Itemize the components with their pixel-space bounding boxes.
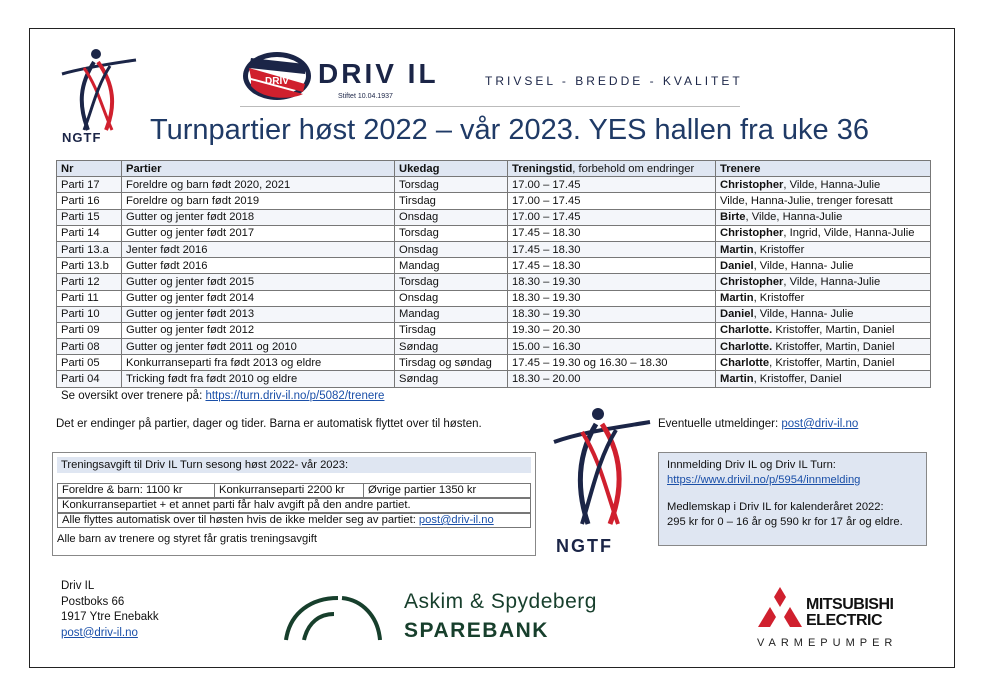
registration-box (658, 452, 927, 546)
address-email-link[interactable]: post@driv-il.no (61, 626, 138, 639)
cell-trenere (716, 209, 931, 225)
ngtf-label-center: NGTF (556, 536, 613, 556)
lead-coach: Martin (720, 292, 754, 305)
ngtf-logo-top (58, 44, 140, 148)
utmeldinger-email-link[interactable]: post@driv-il.no (781, 418, 859, 430)
other-coaches: , Ingrid, Vilde, Hanna-Julie (783, 227, 915, 240)
cell-nr: Parti 17 (57, 177, 122, 193)
ngtf-logo-center (552, 402, 652, 558)
utmeldinger-text: Eventuelle utmeldinger: (658, 418, 782, 430)
innmelding-link[interactable]: https://www.drivil.no/p/5954/innmelding (667, 474, 861, 486)
table-row (57, 241, 931, 257)
tagline: TRIVSEL - BREDDE - KVALITET (485, 74, 743, 88)
cell-ukedag: Mandag (395, 258, 508, 274)
schedule-table (56, 160, 931, 388)
cell-tid: 19.30 – 20.30 (508, 322, 716, 338)
cell-nr: Parti 11 (57, 290, 122, 306)
table-row (57, 209, 931, 225)
driv-badge-icon (241, 50, 313, 102)
cell-partier: Konkurranseparti fra født 2013 og eldre (122, 355, 395, 371)
address-block (61, 579, 159, 641)
lead-coach: Birte (720, 211, 746, 224)
fee-box (52, 452, 536, 556)
cell-nr: Parti 13.b (57, 258, 122, 274)
page-title: Turnpartier høst 2022 – vår 2023. YES hallen fra uke 36 (150, 114, 869, 146)
cell-trenere (716, 241, 931, 257)
lead-coach: Christopher (720, 178, 784, 191)
cell-tid: 18.30 – 19.30 (508, 274, 716, 290)
mitsubishi-diamonds-icon (757, 586, 803, 628)
mitsubishi-line-1: MITSUBISHI (806, 596, 894, 613)
gymnast-figure-icon (552, 402, 652, 528)
cell-trenere (716, 274, 931, 290)
cell-ukedag: Tirsdag og søndag (395, 355, 508, 371)
sparebank-arc-icon (282, 592, 386, 644)
lead-coach: Martin (720, 373, 754, 386)
lead-coach: Charlotte. (720, 340, 773, 353)
cell-nr: Parti 16 (57, 193, 122, 209)
cell-ukedag: Mandag (395, 306, 508, 322)
cell-partier: Foreldre og barn født 2020, 2021 (122, 177, 395, 193)
cell-tid: 18.30 – 20.00 (508, 371, 716, 387)
cell-tid: 17.45 – 18.30 (508, 241, 716, 257)
cell-nr: Parti 10 (57, 306, 122, 322)
other-coaches: , Vilde, Hanna- Julie (753, 259, 854, 272)
cell-tid: 17.00 – 17.45 (508, 209, 716, 225)
address-name: Driv IL (61, 580, 95, 592)
cell-partier: Gutter og jenter født 2017 (122, 225, 395, 241)
cell-nr: Parti 12 (57, 274, 122, 290)
cell-ukedag: Torsdag (395, 274, 508, 290)
cell-ukedag: Tirsdag (395, 193, 508, 209)
header-treningstid (508, 161, 716, 177)
table-row (57, 355, 931, 371)
cell-partier: Jenter født 2016 (122, 241, 395, 257)
cell-nr: Parti 13.a (57, 241, 122, 257)
table-row (57, 339, 931, 355)
cell-tid: 17.45 – 18.30 (508, 258, 716, 274)
table-row (57, 274, 931, 290)
header-tid-label: Treningstid (512, 162, 573, 175)
table-row (57, 306, 931, 322)
address-city: 1917 Ytre Enebakk (61, 611, 159, 623)
cell-ukedag: Søndag (395, 371, 508, 387)
address-box: Postboks 66 (61, 595, 125, 608)
other-coaches: , Kristoffer, Martin, Daniel (769, 356, 895, 369)
mitsubishi-line-2: ELECTRIC (806, 612, 882, 629)
cell-nr: Parti 15 (57, 209, 122, 225)
other-coaches: Vilde, Hanna-Julie, trenger foresatt (720, 194, 893, 207)
cell-tid: 18.30 – 19.30 (508, 306, 716, 322)
cell-ukedag: Onsdag (395, 209, 508, 225)
lead-coach: Christopher (720, 227, 784, 240)
fee-line-3 (57, 513, 531, 528)
cell-nr: Parti 04 (57, 371, 122, 387)
cell-trenere (716, 225, 931, 241)
table-row (57, 193, 931, 209)
fee-ovrige: Øvrige partier 1350 kr (363, 483, 531, 498)
cell-tid: 15.00 – 16.30 (508, 339, 716, 355)
cell-tid: 17.00 – 17.45 (508, 193, 716, 209)
other-coaches: , Vilde, Hanna- Julie (753, 308, 854, 321)
header-ukedag: Ukedag (395, 161, 508, 177)
bank-name: Askim & Spydeberg (404, 590, 597, 613)
fee-heading: Treningsavgift til Driv IL Turn sesong høst 2022- vår 2023: (57, 457, 531, 473)
other-coaches: Kristoffer, Martin, Daniel (772, 340, 895, 353)
cell-partier: Gutter og jenter født 2013 (122, 306, 395, 322)
header-partier: Partier (122, 161, 395, 177)
cell-nr: Parti 08 (57, 339, 122, 355)
oversikt-text: Se oversikt over trenere på: (61, 390, 206, 402)
mitsubishi-sub: VARMEPUMPER (757, 637, 898, 649)
other-coaches: , Vilde, Hanna-Julie (783, 178, 881, 191)
header-divider (240, 106, 740, 107)
lead-coach: Christopher (720, 275, 784, 288)
cell-ukedag: Onsdag (395, 290, 508, 306)
cell-trenere (716, 355, 931, 371)
fee-foreldre: Foreldre & barn: 1100 kr (57, 483, 215, 498)
cell-partier: Gutter og jenter født 2018 (122, 209, 395, 225)
table-row (57, 177, 931, 193)
utmeldinger-line (658, 418, 858, 430)
header-trenere: Trenere (716, 161, 931, 177)
cell-ukedag: Torsdag (395, 177, 508, 193)
table-row (57, 322, 931, 338)
cell-nr: Parti 05 (57, 355, 122, 371)
table-row (57, 371, 931, 387)
cell-nr: Parti 14 (57, 225, 122, 241)
lead-coach: Daniel (720, 308, 754, 321)
fee-email-link[interactable]: post@driv-il.no (418, 514, 494, 526)
fee-line-2: Konkurransepartiet + et annet parti får halv avgift på den andre partiet. (57, 498, 531, 513)
other-coaches: , Kristoffer, Daniel (753, 373, 842, 386)
mitsubishi-name (806, 597, 893, 629)
cell-trenere (716, 177, 931, 193)
cell-partier: Tricking født fra født 2010 og eldre (122, 371, 395, 387)
table-row (57, 258, 931, 274)
header-nr: Nr (57, 161, 122, 177)
other-coaches: Kristoffer, Martin, Daniel (772, 324, 895, 337)
oversikt-line (61, 390, 384, 402)
cell-tid: 17.00 – 17.45 (508, 177, 716, 193)
cell-partier: Gutter og jenter født 2012 (122, 322, 395, 338)
cell-ukedag: Søndag (395, 339, 508, 355)
lead-coach: Charlotte. (720, 324, 773, 337)
cell-partier: Gutter og jenter født 2014 (122, 290, 395, 306)
cell-partier: Gutter og jenter født 2011 og 2010 (122, 339, 395, 355)
gymnast-figure-icon (58, 44, 140, 134)
cell-partier: Foreldre og barn født 2019 (122, 193, 395, 209)
other-coaches: , Kristoffer (753, 243, 805, 256)
cell-trenere (716, 258, 931, 274)
reg-line-4: 295 kr for 0 – 16 år og 590 kr for 17 år og eldre. (667, 516, 903, 528)
cell-ukedag: Onsdag (395, 241, 508, 257)
schedule-body (57, 177, 931, 387)
reg-line-1: Innmelding Driv IL og Driv IL Turn: (667, 459, 836, 471)
cell-tid: 18.30 – 19.30 (508, 290, 716, 306)
other-coaches: , Vilde, Hanna-Julie (783, 275, 881, 288)
cell-partier: Gutter født 2016 (122, 258, 395, 274)
lead-coach: Martin (720, 243, 754, 256)
table-row (57, 225, 931, 241)
club-name: DRIV IL (318, 58, 439, 89)
cell-ukedag: Tirsdag (395, 322, 508, 338)
badge-text: DRIV (265, 76, 289, 87)
club-founded: Stiftet 10.04.1937 (338, 93, 393, 100)
table-row (57, 290, 931, 306)
cell-trenere (716, 290, 931, 306)
cell-trenere (716, 306, 931, 322)
lead-coach: Daniel (720, 259, 754, 272)
reg-line-3: Medlemskap i Driv IL for kalenderåret 2022: (667, 501, 884, 513)
ngtf-label: NGTF (62, 130, 102, 145)
fee-line-3-text: Alle flyttes automatisk over til høsten hvis de ikke melder seg av partiet: (62, 514, 419, 526)
trenere-link[interactable]: https://turn.driv-il.no/p/5082/trenere (205, 390, 385, 402)
lead-coach: Charlotte (720, 356, 770, 369)
endringer-text: Det er endinger på partier, dager og tider. Barna er automatisk flyttet over til høsten. (56, 418, 482, 430)
cell-tid: 17.45 – 19.30 og 16.30 – 18.30 (508, 355, 716, 371)
cell-tid: 17.45 – 18.30 (508, 225, 716, 241)
cell-nr: Parti 09 (57, 322, 122, 338)
cell-trenere (716, 193, 931, 209)
cell-ukedag: Torsdag (395, 225, 508, 241)
bank-sub: SPAREBANK (404, 619, 549, 642)
fee-line-4: Alle barn av trenere og styret får gratis treningsavgift (57, 533, 317, 545)
fee-konkurranse: Konkurranseparti 2200 kr (214, 483, 364, 498)
header-tid-note: , forbehold om endringer (572, 162, 695, 175)
table-header-row (57, 161, 931, 177)
cell-trenere (716, 371, 931, 387)
cell-trenere (716, 339, 931, 355)
cell-partier: Gutter og jenter født 2015 (122, 274, 395, 290)
cell-trenere (716, 322, 931, 338)
other-coaches: , Vilde, Hanna-Julie (745, 211, 843, 224)
other-coaches: , Kristoffer (753, 292, 805, 305)
